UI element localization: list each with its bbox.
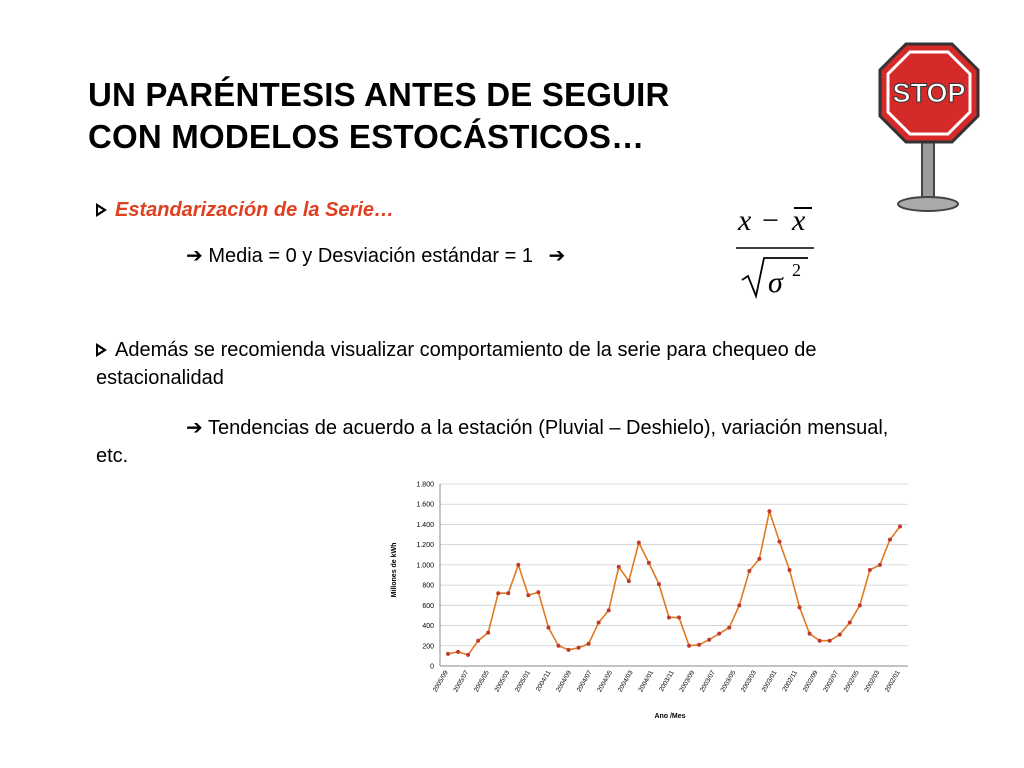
data-point [526, 593, 530, 597]
bullet-recommendation [96, 336, 916, 392]
stop-sign-icon [870, 36, 990, 216]
data-point [878, 563, 882, 567]
data-point [627, 579, 631, 583]
data-point [707, 638, 711, 642]
y-tick-label: 1.200 [416, 542, 434, 550]
data-point [637, 541, 641, 545]
x-tick-label: 2004/09 [555, 669, 574, 694]
standardization-label: Estandarización de la Serie… [115, 199, 394, 221]
x-tick-label: 2005/07 [452, 669, 471, 694]
arrowhead-icon [96, 337, 107, 351]
x-tick-label: 2003/03 [740, 669, 758, 694]
data-point [727, 626, 731, 630]
data-point [567, 648, 571, 652]
x-tick-label: 2004/07 [575, 669, 594, 694]
x-tick-label: 2005/03 [493, 669, 512, 694]
data-point [798, 605, 802, 609]
data-point [456, 650, 460, 654]
x-tick-label: 2002/05 [842, 669, 861, 694]
x-tick-label: 2003/09 [678, 669, 697, 694]
data-point [677, 615, 681, 619]
x-tick-label: 2004/03 [616, 669, 635, 694]
data-point [747, 569, 751, 573]
trends-text: Tendencias de acuerdo a la estación (Pluvial – Deshielo), variación mensual, etc. [96, 417, 889, 467]
formula-sigma: σ [768, 266, 783, 299]
x-tick-label: 2002/01 [883, 669, 902, 694]
data-point [476, 639, 480, 643]
data-point [687, 644, 691, 648]
x-tick-label: 2002/09 [801, 669, 820, 694]
data-point [546, 626, 550, 630]
data-point [737, 603, 741, 607]
x-tick-label: 2002/11 [781, 669, 800, 693]
y-tick-label: 1.600 [416, 501, 434, 509]
data-point [506, 591, 510, 595]
formula-exponent: 2 [792, 260, 801, 280]
data-point [466, 653, 470, 657]
x-tick-label: 2005/09 [431, 669, 450, 694]
data-point [838, 633, 842, 637]
x-tick-label: 2004/01 [637, 669, 656, 694]
data-point [868, 568, 872, 572]
data-point [767, 509, 771, 513]
x-tick-label: 2004/05 [596, 669, 615, 694]
right-arrow-icon: ➔ [186, 417, 203, 439]
data-point [818, 639, 822, 643]
data-point [858, 603, 862, 607]
x-axis-label: Ano /Mes [654, 713, 686, 720]
data-point [848, 621, 852, 625]
x-tick-label: 2002/07 [822, 669, 841, 694]
data-point [536, 590, 540, 594]
recommendation-text: Además se recomienda visualizar comportamiento de la serie para chequeo de estacionalidad [96, 339, 817, 389]
data-point [496, 591, 500, 595]
data-point [617, 565, 621, 569]
stop-sign-text: STOP [892, 78, 966, 108]
data-point [757, 557, 761, 561]
y-axis-label: Millones de kWh [391, 542, 398, 598]
data-point [577, 646, 581, 650]
x-tick-label: 2003/07 [699, 669, 717, 694]
data-point [828, 639, 832, 643]
y-tick-label: 200 [422, 643, 434, 651]
mean-std-text: Media = 0 y Desviación estándar = 1 [208, 245, 533, 267]
y-tick-label: 600 [422, 602, 434, 610]
data-point [607, 608, 611, 612]
data-point [788, 568, 792, 572]
data-point [516, 563, 520, 567]
data-point [597, 621, 601, 625]
title-line-1: UN PARÉNTESIS ANTES DE SEGUIR [88, 76, 670, 113]
data-point [556, 644, 560, 648]
x-tick-label: 2005/05 [473, 669, 491, 694]
y-tick-label: 1.800 [416, 481, 434, 489]
x-tick-label: 2003/05 [719, 669, 738, 694]
formula-minus: − [762, 204, 779, 237]
data-point [888, 538, 892, 542]
x-tick-label: 2005/01 [514, 669, 532, 694]
bullet-standardization [96, 196, 394, 224]
data-point [697, 643, 701, 647]
y-tick-label: 0 [430, 663, 434, 671]
energy-line-chart [380, 470, 920, 720]
formula-x: x [738, 204, 752, 237]
x-tick-label: 2002/03 [863, 669, 882, 694]
right-arrow-icon: ➔ [548, 245, 566, 267]
right-arrow-icon: ➔ [186, 245, 203, 267]
formula-xbar: x [792, 204, 806, 237]
data-point [647, 561, 651, 565]
slide-title [88, 74, 808, 158]
y-tick-label: 400 [422, 623, 434, 631]
series-line [448, 511, 900, 655]
x-tick-label: 2003/11 [658, 669, 676, 693]
data-point [446, 652, 450, 656]
y-tick-label: 800 [422, 582, 434, 590]
arrowhead-icon [96, 197, 107, 211]
bullet-mean-std [186, 242, 565, 270]
bullet-trends [96, 414, 916, 470]
data-point [717, 632, 721, 636]
data-point [808, 632, 812, 636]
x-tick-label: 2003/01 [760, 669, 779, 694]
data-point [667, 615, 671, 619]
data-point [777, 540, 781, 544]
x-tick-label: 2004/11 [534, 669, 553, 693]
data-point [587, 642, 591, 646]
standardization-formula [728, 196, 828, 306]
title-line-2: CON MODELOS ESTOCÁSTICOS… [88, 118, 645, 155]
y-tick-label: 1.400 [416, 521, 434, 529]
data-point [898, 524, 902, 528]
data-point [486, 631, 490, 635]
data-point [657, 582, 661, 586]
y-tick-label: 1.000 [416, 562, 434, 570]
